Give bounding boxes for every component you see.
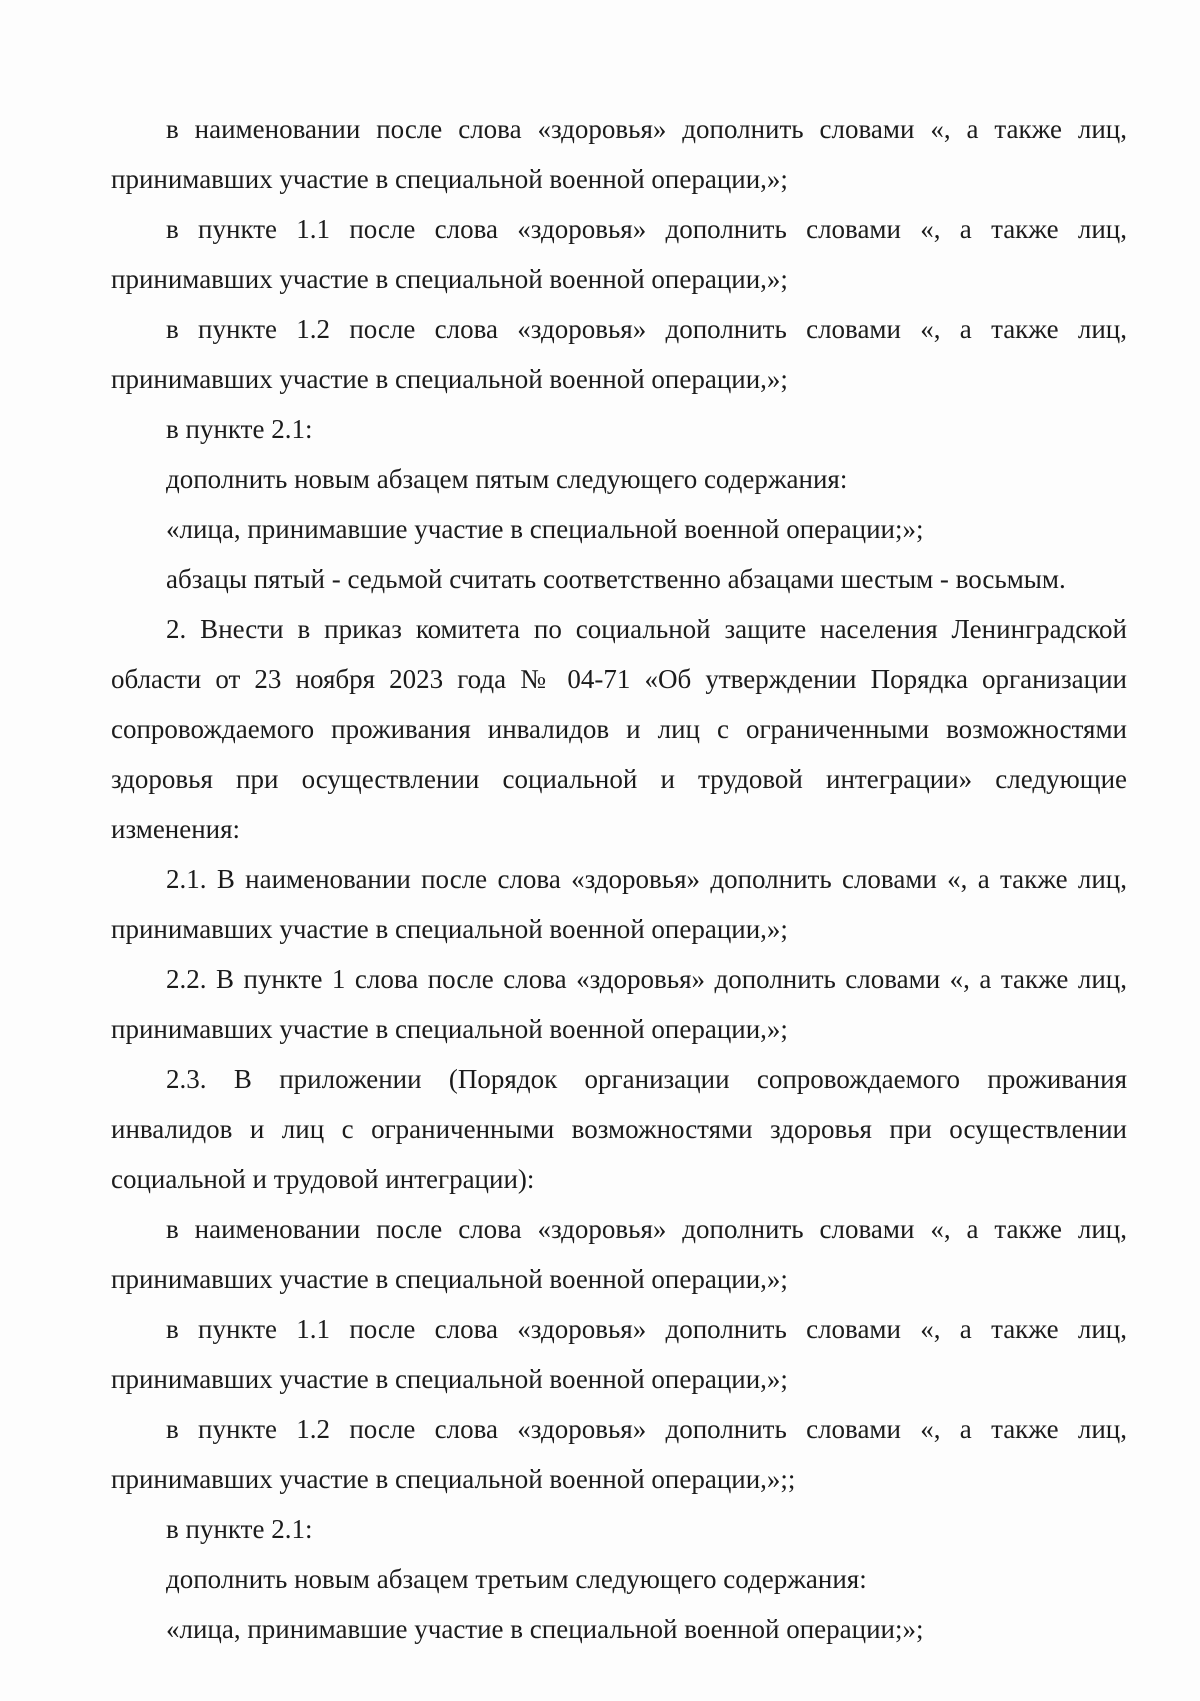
document-body (111, 104, 1127, 1654)
paragraph-appendix-point-1-2: в пункте 1.2 после слова «здоровья» дополнить словами «, а также лиц, принимавших участие в специальной военной операции,»;; (111, 1414, 1127, 1494)
paragraph-naming-amendment: в наименовании после слова «здоровья» дополнить словами «, а также лиц, принимавших участие в специальной военной операции,»; (111, 114, 1127, 194)
paragraph-quoted-new-text: «лица, принимавшие участие в специальной военной операции;»; (166, 514, 924, 544)
paragraph-add-third-abzac: дополнить новым абзацем третьим следующего содержания: (166, 1564, 867, 1594)
paragraph-add-fifth-abzac: дополнить новым абзацем пятым следующего содержания: (166, 464, 848, 494)
paragraph-item-2-1: 2.1. В наименовании после слова «здоровья» дополнить словами «, а также лиц, принимавших участие в специальной военной операции,»; (111, 864, 1127, 944)
paragraph-point-2-1-heading: в пункте 2.1: (166, 414, 313, 444)
paragraph-item-2-2: 2.2. В пункте 1 слова после слова «здоровья» дополнить словами «, а также лиц, принимавших участие в специальной военной операции,»; (111, 964, 1127, 1044)
paragraph-appendix-naming-amendment: в наименовании после слова «здоровья» дополнить словами «, а также лиц, принимавших участие в специальной военной операции,»; (111, 1214, 1127, 1294)
paragraph-item-2: 2. Внести в приказ комитета по социальной защите населения Ленинградской области от 23 ноября 2023 года № 04-71 «Об утверждении Порядка организации сопровождаемого проживания инвалидов и лиц с ограниченными возможностями здоровья при осуществлении социальной и трудовой интеграции» следующие изменения: (111, 614, 1127, 844)
paragraph-appendix-point-2-1-heading: в пункте 2.1: (166, 1514, 313, 1544)
paragraph-item-2-3: 2.3. В приложении (Порядок организации сопровождаемого проживания инвалидов и лиц с ограниченными возможностями здоровья при осуществлении социальной и трудовой интеграции): (111, 1064, 1127, 1194)
paragraph-point-1-2-amendment: в пункте 1.2 после слова «здоровья» дополнить словами «, а также лиц, принимавших участие в специальной военной операции,»; (111, 314, 1127, 394)
paragraph-renumbering: абзацы пятый - седьмой считать соответственно абзацами шестым - восьмым. (166, 564, 1066, 594)
paragraph-quoted-new-text-2: «лица, принимавшие участие в специальной военной операции;»; (166, 1614, 924, 1644)
paragraph-appendix-point-1-1: в пункте 1.1 после слова «здоровья» дополнить словами «, а также лиц, принимавших участие в специальной военной операции,»; (111, 1314, 1127, 1394)
paragraph-point-1-1-amendment: в пункте 1.1 после слова «здоровья» дополнить словами «, а также лиц, принимавших участие в специальной военной операции,»; (111, 214, 1127, 294)
